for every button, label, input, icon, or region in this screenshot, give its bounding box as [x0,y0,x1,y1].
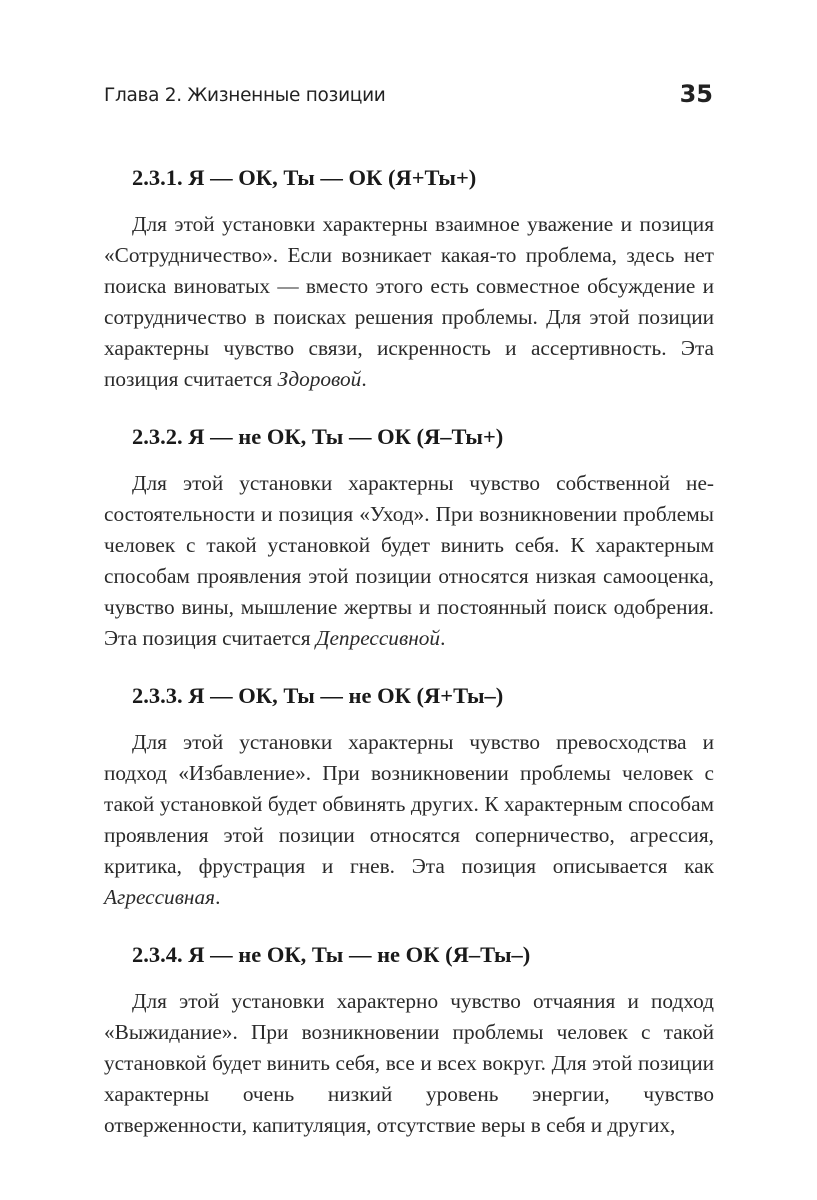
paragraph-end: . [215,885,221,909]
section-heading: 2.3.2. Я — не ОК, Ты — ОК (Я–Ты+) [132,424,504,449]
paragraph-text: Для этой установки характерны чувство превосходства и подход «Избавление». При возникновении проблемы человек с такой установкой будет обвинять других. К характерным способам проявления этой позиции относятся соперничество, агрессия, критика, фрустрация и гнев. Эта позиция описывается как [104,730,714,878]
emphasis-term: Агрессивная [104,885,216,909]
paragraph-end: . [440,626,446,650]
section-paragraph [104,986,714,1141]
paragraph-text: Для этой установки характерны чувство собственной несостоятельности и позиция «Уход». При возникновении проблемы человек с такой установкой будет винить себя. К характерным способам проявления этой позиции относятся низкая самооценка, чувство вины, мышление жертвы и постоянный поиск одобрения. Эта позиция считается [104,471,714,650]
section-2-3-2 [104,419,714,654]
paragraph-text: Для этой установки характерно чувство отчаяния и подход «Выжидание». При возникновении проблемы человек с такой установкой будет винить себя, все и всех вокруг. Для этой позиции характерны очень низкий уровень энергии, чувство отверженности, капитуляция, отсутствие веры в себя и других, [104,989,714,1137]
paragraph-text: Для этой установки характерны взаимное уважение и позиция «Сотрудничество». Если возникает какая-то проблема, здесь нет поиска виноватых — вместо этого есть совместное обсуждение и сотрудничество в поисках решения проблемы. Для этой позиции характерны чувство связи, искренность и ассертивность. Эта позиция считается [104,212,714,391]
section-paragraph [104,727,714,913]
page-content [104,160,714,1165]
section-2-3-1 [104,160,714,395]
chapter-title: Глава 2. Жизненные позиции [104,85,386,106]
page-number: 35 [679,80,713,108]
running-header [104,82,713,112]
emphasis-term: Депрессивной [315,626,441,650]
section-2-3-3 [104,678,714,913]
section-heading: 2.3.1. Я — ОК, Ты — ОК (Я+Ты+) [132,165,477,190]
emphasis-term: Здоровой [277,367,362,391]
section-heading: 2.3.4. Я — не ОК, Ты — не ОК (Я–Ты–) [132,942,531,967]
section-paragraph [104,209,714,395]
section-heading: 2.3.3. Я — ОК, Ты — не ОК (Я+Ты–) [132,683,504,708]
section-2-3-4 [104,937,714,1141]
paragraph-end: . [361,367,367,391]
section-paragraph [104,468,714,654]
